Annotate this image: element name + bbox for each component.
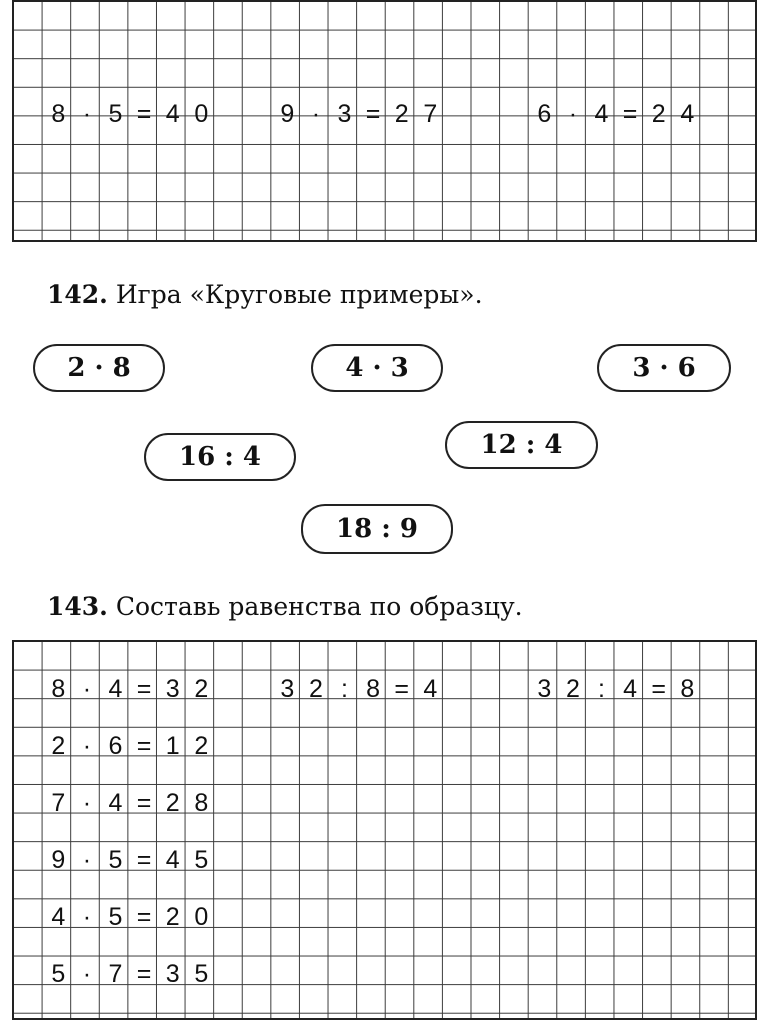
- cell: 4: [108, 788, 123, 817]
- pill-2x8: 2 · 8: [33, 344, 165, 392]
- pill-4x3: 4 · 3: [311, 344, 443, 392]
- exercise-title: Игра «Круговые примеры».: [115, 280, 483, 309]
- cell: ·: [82, 674, 92, 703]
- cell: =: [136, 902, 152, 931]
- cell: 2: [51, 731, 66, 760]
- cell: =: [394, 674, 409, 703]
- cell: 4: [623, 674, 638, 703]
- cell: 4: [423, 674, 438, 703]
- cell: 8: [51, 99, 66, 128]
- cell: 3: [165, 959, 180, 988]
- exercise-number: 142.: [47, 280, 108, 309]
- cell: ·: [82, 788, 92, 817]
- pill-12div4: 12 : 4: [445, 421, 598, 469]
- cell: ·: [82, 959, 92, 988]
- cell: 6: [108, 731, 123, 760]
- cell: 2: [165, 788, 180, 817]
- exercise-143-heading: [47, 592, 523, 621]
- cell: 2: [165, 902, 180, 931]
- exercise-number: 143.: [47, 592, 108, 621]
- cell: 7: [108, 959, 123, 988]
- cell: 8: [366, 674, 381, 703]
- cell: :: [341, 674, 348, 703]
- top-grid: [12, 0, 757, 242]
- cell: 4: [680, 99, 695, 128]
- cell: 2: [394, 99, 409, 128]
- cell: 3: [165, 674, 180, 703]
- cell: 2: [194, 731, 209, 760]
- cell: 7: [51, 788, 66, 817]
- cell: 6: [537, 99, 552, 128]
- cell: 2: [651, 99, 666, 128]
- cell: 8: [680, 674, 695, 703]
- cell: =: [136, 845, 152, 874]
- cell: 3: [337, 99, 352, 128]
- cell: 5: [194, 845, 209, 874]
- cell: =: [622, 99, 638, 128]
- cell: 8: [194, 788, 209, 817]
- cell: :: [598, 674, 605, 703]
- cell: 3: [280, 674, 295, 703]
- cell: =: [136, 959, 152, 988]
- cell: 2: [194, 674, 209, 703]
- bottom-grid: [12, 640, 757, 1020]
- cell: =: [136, 99, 152, 128]
- cell: 1: [165, 731, 180, 760]
- cell: 9: [280, 99, 295, 128]
- cell: 4: [165, 845, 180, 874]
- cell: ·: [82, 731, 92, 760]
- cell: 0: [194, 902, 209, 931]
- cell: =: [651, 674, 666, 703]
- cell: 5: [194, 959, 209, 988]
- cell: 5: [108, 902, 123, 931]
- cell: 2: [565, 674, 580, 703]
- cell: ·: [568, 99, 578, 128]
- cell: ·: [82, 902, 92, 931]
- cell: 3: [537, 674, 552, 703]
- exercise-142-heading: [47, 280, 483, 309]
- cell: 4: [108, 674, 123, 703]
- cell: 8: [51, 674, 66, 703]
- cell: 5: [108, 99, 123, 128]
- cell: =: [136, 788, 152, 817]
- cell: 5: [51, 959, 66, 988]
- cell: 7: [423, 99, 438, 128]
- cell: =: [365, 99, 381, 128]
- cell: 2: [308, 674, 323, 703]
- cell: 0: [194, 99, 209, 128]
- pill-3x6: 3 · 6: [597, 344, 731, 392]
- cell: =: [136, 674, 152, 703]
- pill-16div4: 16 : 4: [144, 433, 296, 481]
- cell: ·: [82, 99, 92, 128]
- cell: 9: [51, 845, 66, 874]
- cell: =: [136, 731, 152, 760]
- cell: ·: [82, 845, 92, 874]
- cell: 4: [51, 902, 66, 931]
- cell: 5: [108, 845, 123, 874]
- exercise-title: Составь равенства по образцу.: [115, 592, 523, 621]
- cell: 4: [594, 99, 609, 128]
- cell: ·: [311, 99, 321, 128]
- pill-18div9: 18 : 9: [301, 504, 453, 554]
- cell: 4: [165, 99, 180, 128]
